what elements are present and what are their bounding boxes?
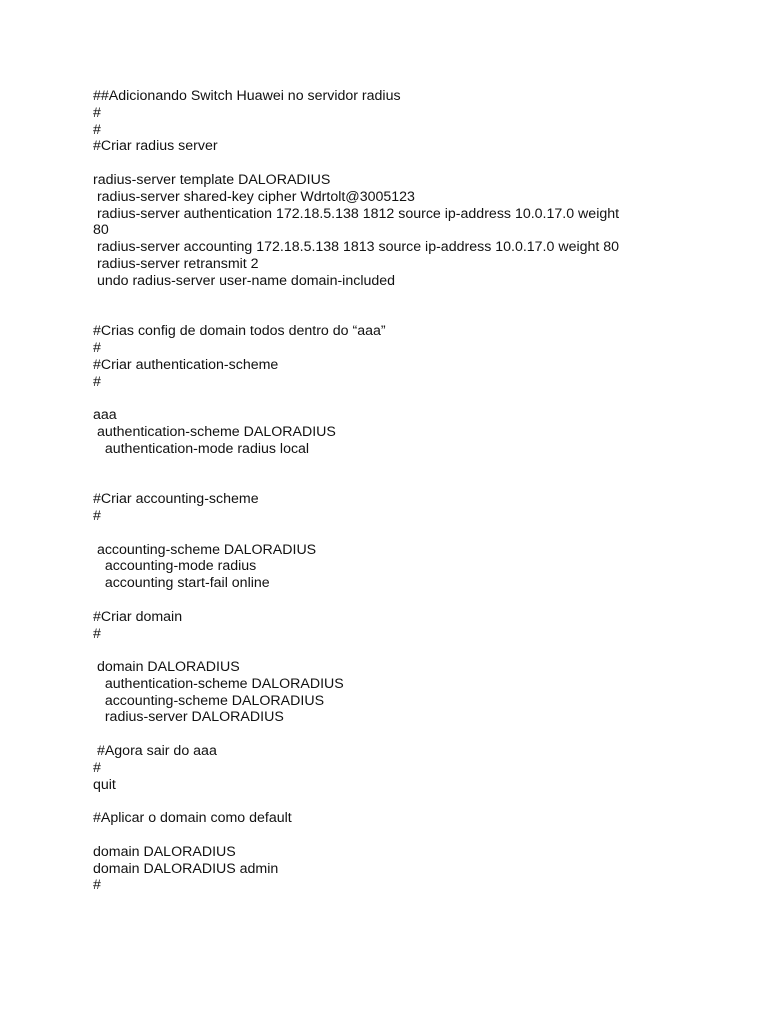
comment-line: # bbox=[93, 121, 101, 138]
document-body bbox=[93, 88, 683, 894]
blank-line bbox=[93, 726, 683, 743]
config-line: authentication-scheme DALORADIUS bbox=[93, 675, 344, 692]
heading-line: ##Adicionando Switch Huawei no servidor radius bbox=[93, 88, 401, 104]
config-line: radius-server retransmit 2 bbox=[93, 255, 259, 272]
blank-line bbox=[93, 458, 683, 475]
config-line: accounting-scheme DALORADIUS bbox=[93, 541, 317, 558]
config-line: undo radius-server user-name domain-included bbox=[93, 272, 396, 289]
config-line: accounting-scheme DALORADIUS bbox=[93, 692, 325, 709]
config-line: radius-server template DALORADIUS bbox=[93, 171, 331, 188]
config-line: 80 bbox=[93, 222, 109, 239]
config-line: radius-server DALORADIUS bbox=[93, 709, 284, 726]
comment-line: #Criar domain bbox=[93, 608, 183, 625]
blank-line bbox=[93, 642, 683, 659]
config-line: aaa bbox=[93, 407, 117, 424]
comment-line: # bbox=[93, 507, 101, 524]
blank-line bbox=[93, 793, 683, 810]
blank-line bbox=[93, 474, 683, 491]
comment-line: #Crias config de domain todos dentro do “aaa” bbox=[93, 323, 386, 340]
blank-line bbox=[93, 827, 683, 844]
comment-line: # bbox=[93, 877, 101, 894]
comment-line: #Criar authentication-scheme bbox=[93, 356, 279, 373]
comment-line: # bbox=[93, 373, 101, 390]
config-line: radius-server authentication 172.18.5.138 1812 source ip-address 10.0.17.0 weight bbox=[93, 205, 620, 222]
blank-line bbox=[93, 390, 683, 407]
config-line: radius-server accounting 172.18.5.138 1813 source ip-address 10.0.17.0 weight 80 bbox=[93, 239, 620, 256]
config-line: radius-server shared-key cipher Wdrtolt@3005123 bbox=[93, 188, 415, 205]
blank-line bbox=[93, 290, 683, 307]
config-line: domain DALORADIUS admin bbox=[93, 860, 279, 877]
comment-line: # bbox=[93, 339, 101, 356]
comment-line: #Criar radius server bbox=[93, 138, 218, 155]
comment-line: # bbox=[93, 625, 101, 642]
config-line: authentication-mode radius local bbox=[93, 440, 310, 457]
blank-line bbox=[93, 525, 683, 542]
comment-line: # bbox=[93, 759, 101, 776]
config-line: domain DALORADIUS bbox=[93, 659, 240, 676]
blank-line bbox=[93, 155, 683, 172]
config-line: accounting-mode radius bbox=[93, 558, 257, 575]
config-line: domain DALORADIUS bbox=[93, 843, 236, 860]
config-line: quit bbox=[93, 776, 116, 793]
blank-line bbox=[93, 592, 683, 609]
comment-line: # bbox=[93, 104, 101, 121]
config-line: accounting start-fail online bbox=[93, 575, 270, 592]
config-line: authentication-scheme DALORADIUS bbox=[93, 423, 336, 440]
comment-line: #Aplicar o domain como default bbox=[93, 810, 292, 827]
blank-line bbox=[93, 306, 683, 323]
comment-line: #Agora sair do aaa bbox=[93, 743, 217, 760]
comment-line: #Criar accounting-scheme bbox=[93, 491, 259, 508]
